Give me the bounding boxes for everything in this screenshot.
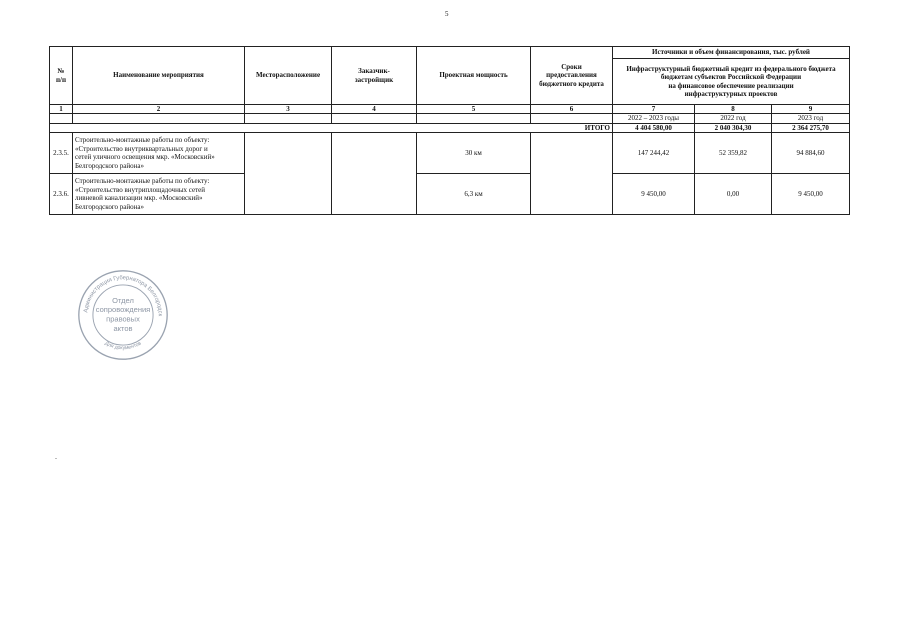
row-num: 2.3.5. bbox=[50, 133, 73, 174]
row-capacity: 30 км bbox=[417, 133, 531, 174]
header-credit: Инфраструктурный бюджетный кредит из федерального бюджета бюджетам субъектов Российской Федерации на финансовое обеспечение реализации инфраструктурных проектов bbox=[613, 59, 850, 105]
col-number: 4 bbox=[332, 105, 417, 114]
header-customer: Заказчик- застройщик bbox=[332, 47, 417, 105]
col-number: 1 bbox=[50, 105, 73, 114]
col-number: 6 bbox=[531, 105, 613, 114]
row-2023: 9 450,00 bbox=[772, 174, 850, 215]
col-number: 9 bbox=[772, 105, 850, 114]
total-value: 4 404 580,00 bbox=[613, 123, 695, 132]
header-num: № п/п bbox=[50, 47, 73, 105]
header-sources: Источники и объем финансирования, тыс. рублей bbox=[613, 47, 850, 59]
scan-speck bbox=[55, 458, 57, 459]
stamp-line: актов bbox=[113, 323, 133, 333]
col-number: 2 bbox=[73, 105, 245, 114]
stamp-bottom-text: Для документов bbox=[103, 340, 143, 352]
period-cell: 2023 год bbox=[772, 114, 850, 123]
stamp-outer-text: Администрация Губернатора Белгородск bbox=[83, 275, 163, 317]
row-num: 2.3.6. bbox=[50, 174, 73, 215]
table-row bbox=[50, 174, 850, 215]
col-number: 3 bbox=[245, 105, 332, 114]
col-number: 5 bbox=[417, 105, 531, 114]
terms-cell bbox=[531, 133, 613, 215]
period-cell: 2022 год bbox=[695, 114, 772, 123]
col-number: 7 bbox=[613, 105, 695, 114]
row-2023: 94 884,60 bbox=[772, 133, 850, 174]
official-stamp bbox=[76, 268, 170, 362]
table-row bbox=[50, 133, 850, 174]
stamp-line: Отдел bbox=[112, 295, 134, 305]
stamp-line: правовых bbox=[106, 314, 140, 324]
row-name: Строительно-монтажные работы по объекту: «Строительство внутриквартальных дорог и сетей уличного освещения мкр. «Московский» Белгородского района» bbox=[73, 133, 245, 174]
stamp-line: сопровождения bbox=[95, 305, 151, 315]
col-number: 8 bbox=[695, 105, 772, 114]
financing-table bbox=[49, 46, 850, 215]
row-name: Строительно-монтажные работы по объекту: «Строительство внутриплощадочных сетей ливневой канализации мкр. «Московский» Белгородского района» bbox=[73, 174, 245, 215]
row-2022: 52 359,82 bbox=[695, 133, 772, 174]
total-value: 2 040 304,30 bbox=[695, 123, 772, 132]
header-terms: Сроки предоставления бюджетного кредита bbox=[531, 47, 613, 105]
row-capacity: 6,3 км bbox=[417, 174, 531, 215]
row-total: 147 244,42 bbox=[613, 133, 695, 174]
location-cell bbox=[245, 133, 332, 215]
total-value: 2 364 275,70 bbox=[772, 123, 850, 132]
row-total: 9 450,00 bbox=[613, 174, 695, 215]
total-label: ИТОГО bbox=[50, 123, 613, 132]
customer-cell bbox=[332, 133, 417, 215]
header-capacity: Проектная мощность bbox=[417, 47, 531, 105]
header-name: Наименование мероприятия bbox=[73, 47, 245, 105]
header-location: Месторасположение bbox=[245, 47, 332, 105]
row-2022: 0,00 bbox=[695, 174, 772, 215]
page-number: 5 bbox=[445, 10, 449, 18]
period-cell: 2022 – 2023 годы bbox=[613, 114, 695, 123]
